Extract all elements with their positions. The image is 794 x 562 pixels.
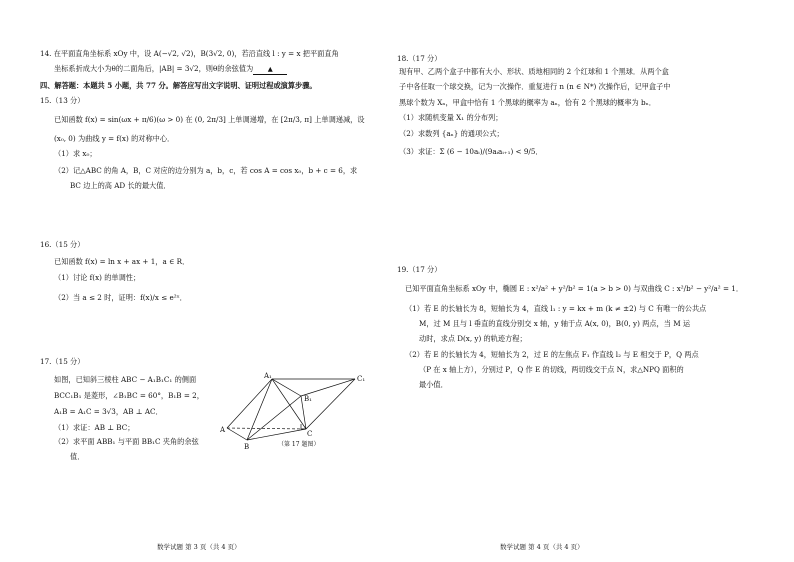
- q18-head: 18.（17 分）: [397, 54, 442, 63]
- q19-part1c: 动时，求点 D(x, y) 的轨迹方程；: [419, 334, 527, 343]
- q17-line2: BCC₁B₁ 是菱形，∠B₁BC = 60°，B₁B = 2，: [54, 391, 204, 400]
- figure-caption: （第 17 题图）: [278, 441, 320, 448]
- edge-a1a: [227, 379, 272, 428]
- q16-head: 16.（15 分）: [40, 240, 85, 249]
- q14-answer-blank: ▲: [253, 64, 287, 75]
- q17-head: 17.（15 分）: [40, 357, 85, 366]
- edge-bc: [247, 429, 306, 440]
- q17-line3: A₁B = A₁C = 3√3，AB ⊥ AC．: [54, 407, 163, 416]
- q19-part2c: 最小值．: [419, 380, 448, 389]
- q17-line1: 如图，已知斜三棱柱 ABC − A₁B₁C₁ 的侧面: [54, 375, 197, 384]
- q18-part1: （1）求随机变量 X₁ 的分布列；: [399, 113, 503, 122]
- section4-heading: 四、解答题：本题共 5 小题，共 77 分。解答应写出文字说明、证明过程或演算步骤。: [40, 81, 317, 90]
- label-c1: C₁: [357, 375, 366, 383]
- right-page: [397, 0, 794, 562]
- label-a: A: [220, 426, 226, 434]
- q18-line2: 子中各任取一个球交换，记为一次操作．重复进行 n (n ∈ N*) 次操作后，记甲盒子中: [399, 82, 671, 91]
- q16-part1: （1）讨论 f(x) 的单调性；: [54, 273, 141, 282]
- q18-line3: 黑球个数为 Xₙ，甲盒中恰有 1 个黑球的概率为 aₙ，恰有 2 个黑球的概率为 bₙ．: [399, 98, 656, 107]
- edge-a1b1: [272, 379, 301, 396]
- q19-part2b: （P 在 x 轴上方），分别过 P，Q 作 E 的切线，两切线交于点 N，求△NPQ 面积的: [419, 365, 684, 374]
- q18-line1: 现有甲、乙两个盒子中都有大小、形状、质地相同的 2 个红球和 1 个黑球．从两个盒: [399, 67, 669, 76]
- right-page-footer: 数学试题 第 4 页（共 4 页）: [500, 543, 584, 551]
- edge-ac-hidden: [227, 428, 306, 429]
- q15-line1: 已知函数 f(x) = sin(ωx + π/6)(ω > 0) 在 (0, 2π/3] 上单调递增，在 [2π/3, π] 上单调递减，设: [54, 115, 365, 124]
- left-page-footer: 数学试题 第 3 页（共 4 页）: [157, 543, 241, 551]
- label-c: C: [307, 430, 313, 438]
- q15-part1: （1）求 x₀；: [54, 149, 97, 158]
- edge-a1b: [247, 379, 272, 440]
- q19-part1b: M，过 M 且与 l 垂直的直线分别交 x 轴，y 轴于点 A(x, 0)，B(0, y) 两点，当 M 运: [419, 319, 691, 328]
- label-a1: A₁: [264, 372, 272, 380]
- q19-line1: 已知平面直角坐标系 xOy 中，椭圆 E : x²/a² + y²/b² = 1(a > b > 0) 与双曲线 C : x²/b² − y²/a² = 1．: [405, 284, 744, 293]
- q16-part2: （2）当 a ≤ 2 时，证明：f(x)/x ≤ e²ˣ．: [54, 293, 187, 302]
- q14-line1: 14. 在平面直角坐标系 xOy 中，设 A(−√2, √2)，B(3√2, 0)，若沿直线 l : y = x 把平面直角: [40, 49, 339, 58]
- q17-part1: （1）求证：AB ⊥ BC；: [54, 423, 135, 432]
- q14-line2: [54, 64, 287, 75]
- edge-b1b: [247, 396, 301, 440]
- q14-line2-text: 坐标系折成大小为θ的二面角后，|AB| = 3√2，则θ的余弦值为: [54, 64, 254, 73]
- q15-head: 15.（13 分）: [40, 96, 85, 105]
- label-b: B: [244, 443, 250, 451]
- edge-ab: [227, 428, 247, 440]
- q17-prism-figure: [220, 370, 370, 460]
- q19-head: 19.（17 分）: [397, 265, 442, 274]
- q17-part2b: 值．: [70, 452, 85, 461]
- q15-part2b: BC 边上的高 AD 长的最大值．: [70, 181, 171, 190]
- q15-line2: (x₀, 0) 为曲线 y = f(x) 的对称中心．: [54, 134, 175, 143]
- label-b1: B₁: [304, 395, 312, 403]
- q15-part2a: （2）记△ABC 的角 A，B，C 对应的边分别为 a，b，c，若 cos A = cos x₀，b + c = 6，求: [54, 166, 358, 175]
- q16-line1: 已知函数 f(x) = ln x + ax + 1，a ∈ R．: [54, 257, 190, 266]
- edge-a1c: [272, 379, 306, 429]
- q18-part2: （2）求数列 {aₙ} 的通项公式；: [399, 129, 504, 138]
- q17-part2a: （2）求平面 ABB₁ 与平面 BB₁C 夹角的余弦: [54, 437, 199, 446]
- q19-part1a: （1）若 E 的长轴长为 8，短轴长为 4，直线 l₁ : y = kx + m (k ≠ ±2) 与 C 有唯一的公共点: [405, 304, 707, 313]
- q18-part3: （3）求证：Σ (6 − 10aᵢ)/(9aᵢaᵢ₊₁) < 9/5．: [399, 147, 543, 156]
- q19-part2a: （2）若 E 的长轴长为 4，短轴长为 2，过 E 的左焦点 F₁ 作直线 l₂ 与 E 相交于 P，Q 两点: [405, 350, 699, 359]
